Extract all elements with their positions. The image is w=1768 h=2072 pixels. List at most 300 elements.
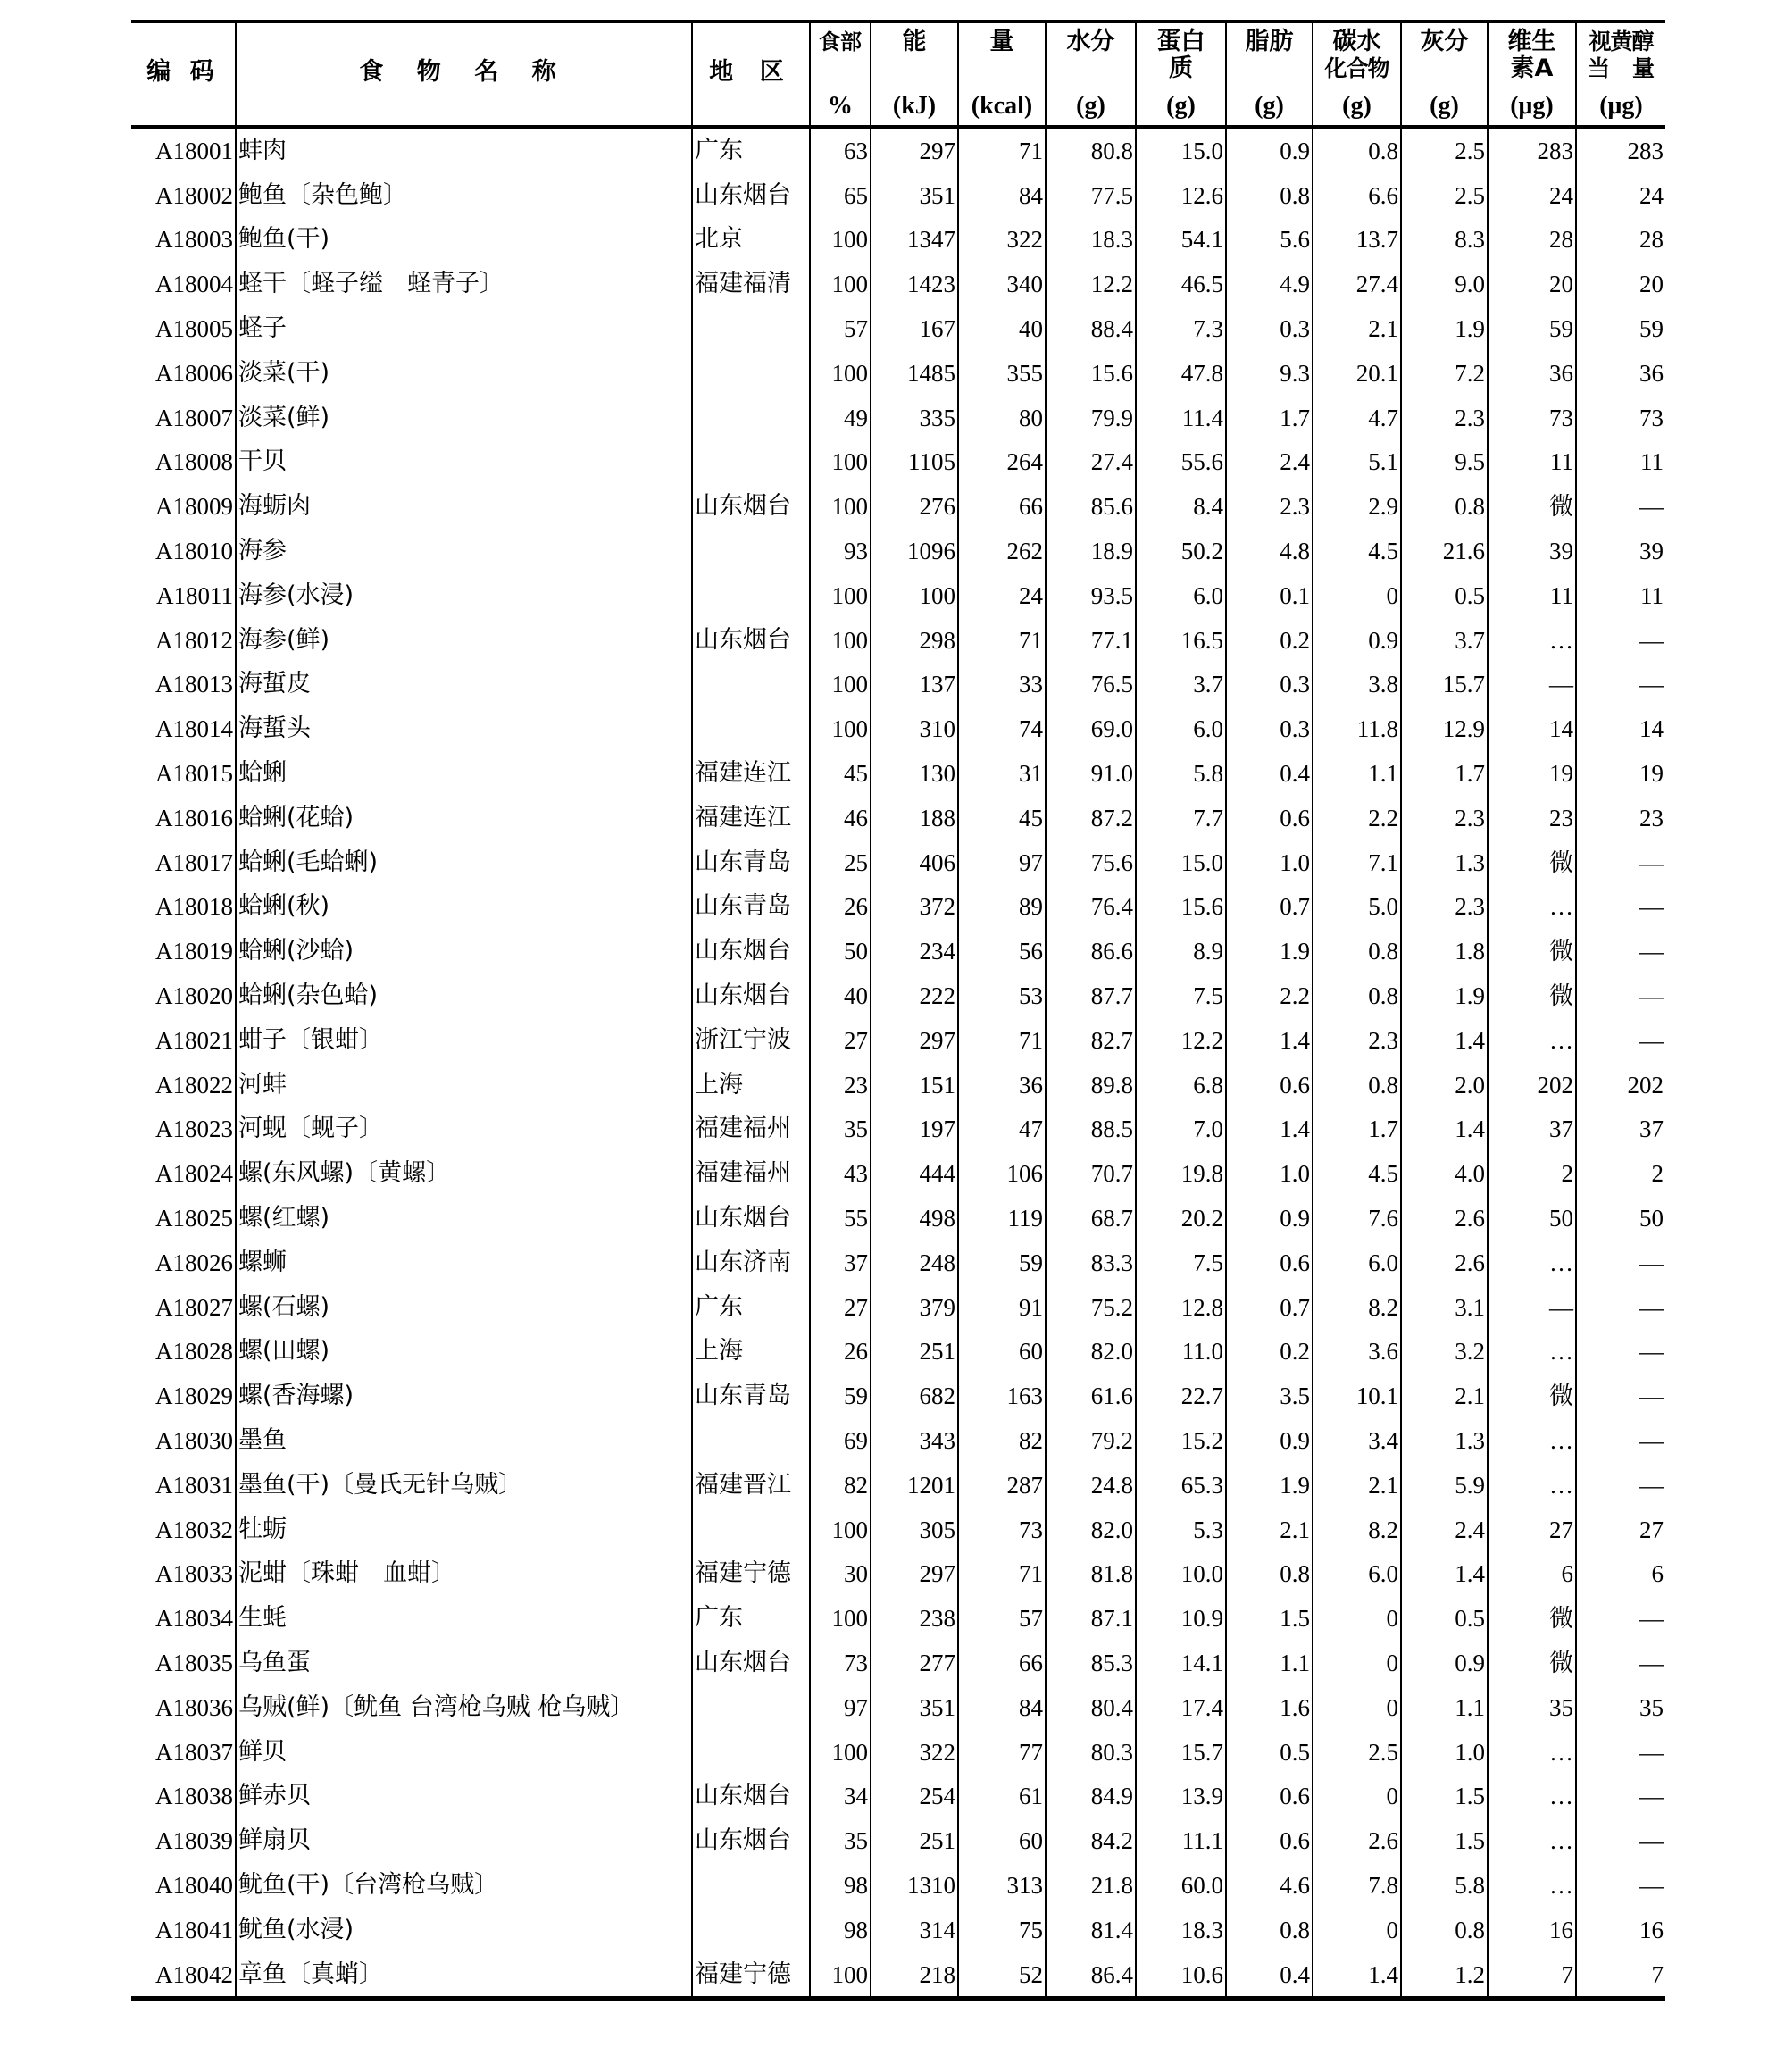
cell-code: A18002 bbox=[131, 173, 236, 218]
cell-water: 76.5 bbox=[1046, 663, 1136, 707]
cell-food-name: 蚌肉 bbox=[236, 127, 692, 173]
cell-fat: 4.6 bbox=[1226, 1863, 1313, 1908]
cell-energy-kj: 310 bbox=[871, 706, 958, 751]
cell-fat: 1.9 bbox=[1226, 929, 1313, 973]
cell-retinol-equivalent: — bbox=[1576, 618, 1665, 663]
cell-retinol-equivalent: — bbox=[1576, 1418, 1665, 1463]
cell-fat: 1.4 bbox=[1226, 1107, 1313, 1152]
cell-code: A18035 bbox=[131, 1641, 236, 1685]
cell-region: 福建连江 bbox=[692, 751, 810, 796]
cell-ash: 3.2 bbox=[1401, 1330, 1488, 1374]
cell-energy-kcal: 57 bbox=[958, 1596, 1046, 1641]
cell-fat: 0.6 bbox=[1226, 1063, 1313, 1107]
cell-edible: 46 bbox=[810, 796, 871, 840]
cell-ash: 3.7 bbox=[1401, 618, 1488, 663]
cell-water: 82.0 bbox=[1046, 1508, 1136, 1552]
cell-water: 85.6 bbox=[1046, 484, 1136, 529]
cell-food-name: 乌贼(鲜)〔鱿鱼 台湾枪乌贼 枪乌贼〕 bbox=[236, 1685, 692, 1730]
cell-fat: 0.9 bbox=[1226, 1418, 1313, 1463]
cell-vitamin-a: … bbox=[1488, 885, 1576, 930]
cell-food-name: 螺(东风螺)〔黄螺〕 bbox=[236, 1151, 692, 1196]
cell-carbohydrate: 2.6 bbox=[1313, 1818, 1401, 1863]
cell-water: 15.6 bbox=[1046, 351, 1136, 396]
cell-retinol-equivalent: — bbox=[1576, 1641, 1665, 1685]
cell-water: 86.4 bbox=[1046, 1952, 1136, 1999]
cell-retinol-equivalent: — bbox=[1576, 1774, 1665, 1818]
cell-water: 91.0 bbox=[1046, 751, 1136, 796]
cell-edible: 98 bbox=[810, 1863, 871, 1908]
cell-food-name: 鱿鱼(干)〔台湾枪乌贼〕 bbox=[236, 1863, 692, 1908]
cell-fat: 1.5 bbox=[1226, 1596, 1313, 1641]
cell-energy-kcal: 287 bbox=[958, 1463, 1046, 1508]
cell-fat: 9.3 bbox=[1226, 351, 1313, 396]
cell-code: A18036 bbox=[131, 1685, 236, 1730]
cell-edible: 82 bbox=[810, 1463, 871, 1508]
cell-carbohydrate: 0 bbox=[1313, 1685, 1401, 1730]
cell-ash: 1.3 bbox=[1401, 840, 1488, 885]
cell-protein: 8.4 bbox=[1136, 484, 1226, 529]
cell-energy-kj: 137 bbox=[871, 663, 958, 707]
cell-code: A18015 bbox=[131, 751, 236, 796]
cell-energy-kj: 1201 bbox=[871, 1463, 958, 1508]
cell-region: 山东青岛 bbox=[692, 885, 810, 930]
cell-energy-kcal: 106 bbox=[958, 1151, 1046, 1196]
cell-food-name: 牡蛎 bbox=[236, 1508, 692, 1552]
cell-energy-kcal: 97 bbox=[958, 840, 1046, 885]
cell-water: 85.3 bbox=[1046, 1641, 1136, 1685]
cell-food-name: 蛤蜊 bbox=[236, 751, 692, 796]
cell-energy-kj: 314 bbox=[871, 1908, 958, 1952]
cell-energy-kj: 234 bbox=[871, 929, 958, 973]
cell-energy-kj: 167 bbox=[871, 306, 958, 351]
cell-water: 69.0 bbox=[1046, 706, 1136, 751]
cell-vitamin-a: 73 bbox=[1488, 396, 1576, 440]
cell-region: 福建福州 bbox=[692, 1151, 810, 1196]
cell-retinol-equivalent: — bbox=[1576, 885, 1665, 930]
cell-vitamin-a: — bbox=[1488, 1285, 1576, 1330]
cell-protein: 8.9 bbox=[1136, 929, 1226, 973]
cell-fat: 2.2 bbox=[1226, 973, 1313, 1018]
cell-region: 广东 bbox=[692, 1596, 810, 1641]
cell-edible: 50 bbox=[810, 929, 871, 973]
cell-ash: 1.4 bbox=[1401, 1018, 1488, 1063]
cell-code: A18029 bbox=[131, 1374, 236, 1418]
header-protein: 蛋白 质 (g) bbox=[1136, 21, 1226, 127]
cell-edible: 59 bbox=[810, 1374, 871, 1418]
table-row bbox=[131, 1018, 1665, 1063]
table-row bbox=[131, 1596, 1665, 1641]
header-energy-kj: 能 (kJ) bbox=[871, 21, 958, 127]
table-row bbox=[131, 1418, 1665, 1463]
cell-carbohydrate: 27.4 bbox=[1313, 262, 1401, 306]
cell-vitamin-a: 11 bbox=[1488, 440, 1576, 485]
cell-protein: 60.0 bbox=[1136, 1863, 1226, 1908]
cell-energy-kj: 335 bbox=[871, 396, 958, 440]
cell-energy-kcal: 52 bbox=[958, 1952, 1046, 1999]
cell-food-name: 海参 bbox=[236, 529, 692, 573]
cell-code: A18010 bbox=[131, 529, 236, 573]
header-code: 编 码 bbox=[131, 21, 236, 127]
cell-code: A18025 bbox=[131, 1196, 236, 1241]
table-row bbox=[131, 618, 1665, 663]
cell-code: A18027 bbox=[131, 1285, 236, 1330]
cell-retinol-equivalent: — bbox=[1576, 1330, 1665, 1374]
cell-fat: 0.1 bbox=[1226, 573, 1313, 618]
cell-edible: 45 bbox=[810, 751, 871, 796]
cell-food-name: 海参(鲜) bbox=[236, 618, 692, 663]
cell-fat: 0.4 bbox=[1226, 751, 1313, 796]
cell-code: A18018 bbox=[131, 885, 236, 930]
cell-region: 山东烟台 bbox=[692, 973, 810, 1018]
cell-region: 山东烟台 bbox=[692, 1196, 810, 1241]
cell-vitamin-a: 36 bbox=[1488, 351, 1576, 396]
cell-ash: 2.5 bbox=[1401, 173, 1488, 218]
cell-carbohydrate: 13.7 bbox=[1313, 218, 1401, 263]
cell-carbohydrate: 0.8 bbox=[1313, 929, 1401, 973]
cell-vitamin-a: … bbox=[1488, 1818, 1576, 1863]
cell-vitamin-a: 27 bbox=[1488, 1508, 1576, 1552]
cell-region bbox=[692, 1508, 810, 1552]
cell-retinol-equivalent: 11 bbox=[1576, 573, 1665, 618]
cell-energy-kcal: 47 bbox=[958, 1107, 1046, 1152]
cell-vitamin-a: 微 bbox=[1488, 973, 1576, 1018]
cell-food-name: 鲜扇贝 bbox=[236, 1818, 692, 1863]
cell-energy-kcal: 355 bbox=[958, 351, 1046, 396]
cell-code: A18022 bbox=[131, 1063, 236, 1107]
cell-ash: 5.9 bbox=[1401, 1463, 1488, 1508]
cell-edible: 37 bbox=[810, 1241, 871, 1285]
cell-water: 82.7 bbox=[1046, 1018, 1136, 1063]
cell-energy-kj: 444 bbox=[871, 1151, 958, 1196]
cell-edible: 26 bbox=[810, 1330, 871, 1374]
cell-vitamin-a: — bbox=[1488, 663, 1576, 707]
table-row bbox=[131, 1463, 1665, 1508]
cell-retinol-equivalent: — bbox=[1576, 1730, 1665, 1775]
cell-fat: 0.6 bbox=[1226, 796, 1313, 840]
cell-region bbox=[692, 1863, 810, 1908]
cell-energy-kcal: 80 bbox=[958, 396, 1046, 440]
cell-fat: 0.6 bbox=[1226, 1818, 1313, 1863]
cell-ash: 0.5 bbox=[1401, 573, 1488, 618]
cell-food-name: 淡菜(鲜) bbox=[236, 396, 692, 440]
cell-ash: 1.0 bbox=[1401, 1730, 1488, 1775]
cell-code: A18040 bbox=[131, 1863, 236, 1908]
cell-energy-kcal: 82 bbox=[958, 1418, 1046, 1463]
cell-edible: 57 bbox=[810, 306, 871, 351]
cell-carbohydrate: 10.1 bbox=[1313, 1374, 1401, 1418]
cell-protein: 17.4 bbox=[1136, 1685, 1226, 1730]
cell-protein: 15.2 bbox=[1136, 1418, 1226, 1463]
cell-energy-kcal: 119 bbox=[958, 1196, 1046, 1241]
cell-region bbox=[692, 573, 810, 618]
table-row bbox=[131, 218, 1665, 263]
cell-carbohydrate: 7.1 bbox=[1313, 840, 1401, 885]
cell-energy-kj: 1347 bbox=[871, 218, 958, 263]
cell-carbohydrate: 2.3 bbox=[1313, 1018, 1401, 1063]
cell-region bbox=[692, 1730, 810, 1775]
cell-energy-kj: 218 bbox=[871, 1952, 958, 1999]
cell-vitamin-a: … bbox=[1488, 1463, 1576, 1508]
cell-ash: 2.1 bbox=[1401, 1374, 1488, 1418]
cell-fat: 0.8 bbox=[1226, 173, 1313, 218]
cell-water: 24.8 bbox=[1046, 1463, 1136, 1508]
cell-fat: 3.5 bbox=[1226, 1374, 1313, 1418]
cell-protein: 15.0 bbox=[1136, 127, 1226, 173]
header-region: 地 区 bbox=[692, 21, 810, 127]
cell-edible: 100 bbox=[810, 663, 871, 707]
cell-vitamin-a: … bbox=[1488, 1241, 1576, 1285]
cell-protein: 50.2 bbox=[1136, 529, 1226, 573]
cell-carbohydrate: 0 bbox=[1313, 1774, 1401, 1818]
cell-protein: 54.1 bbox=[1136, 218, 1226, 263]
cell-energy-kcal: 264 bbox=[958, 440, 1046, 485]
table-row bbox=[131, 796, 1665, 840]
cell-carbohydrate: 6.0 bbox=[1313, 1241, 1401, 1285]
cell-region bbox=[692, 1685, 810, 1730]
cell-ash: 15.7 bbox=[1401, 663, 1488, 707]
cell-region bbox=[692, 706, 810, 751]
cell-edible: 73 bbox=[810, 1641, 871, 1685]
cell-food-name: 蚶子〔银蚶〕 bbox=[236, 1018, 692, 1063]
cell-protein: 15.7 bbox=[1136, 1730, 1226, 1775]
cell-code: A18042 bbox=[131, 1952, 236, 1999]
header-ash: 灰分 (g) bbox=[1401, 21, 1488, 127]
cell-ash: 2.6 bbox=[1401, 1241, 1488, 1285]
cell-water: 81.8 bbox=[1046, 1552, 1136, 1597]
cell-region bbox=[692, 306, 810, 351]
cell-edible: 100 bbox=[810, 1952, 871, 1999]
cell-water: 84.9 bbox=[1046, 1774, 1136, 1818]
cell-energy-kj: 351 bbox=[871, 173, 958, 218]
cell-water: 12.2 bbox=[1046, 262, 1136, 306]
cell-carbohydrate: 0 bbox=[1313, 1641, 1401, 1685]
cell-retinol-equivalent: — bbox=[1576, 840, 1665, 885]
cell-edible: 100 bbox=[810, 618, 871, 663]
cell-carbohydrate: 3.4 bbox=[1313, 1418, 1401, 1463]
cell-vitamin-a: 28 bbox=[1488, 218, 1576, 263]
cell-protein: 46.5 bbox=[1136, 262, 1226, 306]
table-row bbox=[131, 1641, 1665, 1685]
cell-ash: 1.9 bbox=[1401, 306, 1488, 351]
cell-carbohydrate: 2.9 bbox=[1313, 484, 1401, 529]
cell-code: A18031 bbox=[131, 1463, 236, 1508]
table-row bbox=[131, 1818, 1665, 1863]
cell-ash: 2.3 bbox=[1401, 396, 1488, 440]
cell-carbohydrate: 4.5 bbox=[1313, 1151, 1401, 1196]
cell-protein: 5.8 bbox=[1136, 751, 1226, 796]
cell-carbohydrate: 11.8 bbox=[1313, 706, 1401, 751]
cell-carbohydrate: 6.6 bbox=[1313, 173, 1401, 218]
cell-edible: 69 bbox=[810, 1418, 871, 1463]
cell-region: 山东烟台 bbox=[692, 173, 810, 218]
cell-energy-kcal: 313 bbox=[958, 1863, 1046, 1908]
cell-region bbox=[692, 663, 810, 707]
table-row bbox=[131, 529, 1665, 573]
cell-water: 61.6 bbox=[1046, 1374, 1136, 1418]
cell-energy-kj: 197 bbox=[871, 1107, 958, 1152]
table-row bbox=[131, 484, 1665, 529]
cell-edible: 100 bbox=[810, 440, 871, 485]
cell-energy-kj: 498 bbox=[871, 1196, 958, 1241]
cell-fat: 0.6 bbox=[1226, 1774, 1313, 1818]
cell-protein: 55.6 bbox=[1136, 440, 1226, 485]
cell-edible: 63 bbox=[810, 127, 871, 173]
cell-retinol-equivalent: — bbox=[1576, 1374, 1665, 1418]
cell-edible: 35 bbox=[810, 1818, 871, 1863]
cell-carbohydrate: 1.4 bbox=[1313, 1952, 1401, 1999]
cell-carbohydrate: 0.8 bbox=[1313, 127, 1401, 173]
cell-edible: 100 bbox=[810, 218, 871, 263]
cell-energy-kcal: 53 bbox=[958, 973, 1046, 1018]
cell-code: A18038 bbox=[131, 1774, 236, 1818]
cell-ash: 9.0 bbox=[1401, 262, 1488, 306]
table-row bbox=[131, 262, 1665, 306]
cell-vitamin-a: 50 bbox=[1488, 1196, 1576, 1241]
cell-edible: 26 bbox=[810, 885, 871, 930]
cell-food-name: 生蚝 bbox=[236, 1596, 692, 1641]
cell-ash: 0.8 bbox=[1401, 484, 1488, 529]
cell-code: A18004 bbox=[131, 262, 236, 306]
cell-code: A18001 bbox=[131, 127, 236, 173]
table-row bbox=[131, 1508, 1665, 1552]
cell-water: 89.8 bbox=[1046, 1063, 1136, 1107]
cell-water: 87.2 bbox=[1046, 796, 1136, 840]
cell-fat: 1.4 bbox=[1226, 1018, 1313, 1063]
cell-water: 70.7 bbox=[1046, 1151, 1136, 1196]
cell-ash: 21.6 bbox=[1401, 529, 1488, 573]
cell-energy-kcal: 60 bbox=[958, 1818, 1046, 1863]
table-body bbox=[131, 127, 1665, 1999]
cell-ash: 12.9 bbox=[1401, 706, 1488, 751]
cell-fat: 2.1 bbox=[1226, 1508, 1313, 1552]
cell-region: 山东青岛 bbox=[692, 840, 810, 885]
cell-food-name: 鲜赤贝 bbox=[236, 1774, 692, 1818]
cell-energy-kcal: 56 bbox=[958, 929, 1046, 973]
cell-energy-kcal: 73 bbox=[958, 1508, 1046, 1552]
cell-energy-kj: 251 bbox=[871, 1330, 958, 1374]
cell-protein: 11.4 bbox=[1136, 396, 1226, 440]
table-row bbox=[131, 1151, 1665, 1196]
cell-food-name: 乌鱼蛋 bbox=[236, 1641, 692, 1685]
cell-edible: 34 bbox=[810, 1774, 871, 1818]
cell-code: A18014 bbox=[131, 706, 236, 751]
cell-retinol-equivalent: — bbox=[1576, 1285, 1665, 1330]
cell-vitamin-a: … bbox=[1488, 1418, 1576, 1463]
cell-protein: 20.2 bbox=[1136, 1196, 1226, 1241]
cell-ash: 1.5 bbox=[1401, 1774, 1488, 1818]
cell-edible: 100 bbox=[810, 1596, 871, 1641]
cell-water: 93.5 bbox=[1046, 573, 1136, 618]
cell-protein: 22.7 bbox=[1136, 1374, 1226, 1418]
cell-code: A18012 bbox=[131, 618, 236, 663]
cell-carbohydrate: 0 bbox=[1313, 573, 1401, 618]
cell-carbohydrate: 4.7 bbox=[1313, 396, 1401, 440]
cell-carbohydrate: 20.1 bbox=[1313, 351, 1401, 396]
cell-vitamin-a: 7 bbox=[1488, 1952, 1576, 1999]
cell-region: 广东 bbox=[692, 127, 810, 173]
cell-carbohydrate: 0 bbox=[1313, 1596, 1401, 1641]
cell-edible: 93 bbox=[810, 529, 871, 573]
cell-water: 83.3 bbox=[1046, 1241, 1136, 1285]
table-row bbox=[131, 663, 1665, 707]
table-row bbox=[131, 840, 1665, 885]
cell-food-name: 海参(水浸) bbox=[236, 573, 692, 618]
cell-energy-kcal: 59 bbox=[958, 1241, 1046, 1285]
table-row bbox=[131, 173, 1665, 218]
cell-energy-kj: 238 bbox=[871, 1596, 958, 1641]
cell-vitamin-a: 微 bbox=[1488, 484, 1576, 529]
cell-fat: 0.8 bbox=[1226, 1552, 1313, 1597]
table-row bbox=[131, 973, 1665, 1018]
cell-edible: 98 bbox=[810, 1908, 871, 1952]
cell-code: A18039 bbox=[131, 1818, 236, 1863]
cell-fat: 2.3 bbox=[1226, 484, 1313, 529]
cell-carbohydrate: 0.9 bbox=[1313, 618, 1401, 663]
cell-food-name: 海蜇皮 bbox=[236, 663, 692, 707]
cell-energy-kcal: 262 bbox=[958, 529, 1046, 573]
cell-carbohydrate: 6.0 bbox=[1313, 1552, 1401, 1597]
cell-ash: 1.1 bbox=[1401, 1685, 1488, 1730]
cell-food-name: 蛤蜊(花蛤) bbox=[236, 796, 692, 840]
cell-carbohydrate: 5.0 bbox=[1313, 885, 1401, 930]
cell-water: 79.2 bbox=[1046, 1418, 1136, 1463]
cell-vitamin-a: 202 bbox=[1488, 1063, 1576, 1107]
cell-edible: 27 bbox=[810, 1018, 871, 1063]
cell-carbohydrate: 0.8 bbox=[1313, 973, 1401, 1018]
cell-ash: 1.7 bbox=[1401, 751, 1488, 796]
table-row bbox=[131, 1552, 1665, 1597]
cell-water: 80.3 bbox=[1046, 1730, 1136, 1775]
cell-energy-kj: 379 bbox=[871, 1285, 958, 1330]
cell-retinol-equivalent: 23 bbox=[1576, 796, 1665, 840]
cell-energy-kcal: 66 bbox=[958, 1641, 1046, 1685]
cell-water: 79.9 bbox=[1046, 396, 1136, 440]
table-row bbox=[131, 306, 1665, 351]
table-row bbox=[131, 1863, 1665, 1908]
cell-energy-kj: 1310 bbox=[871, 1863, 958, 1908]
cell-vitamin-a: 35 bbox=[1488, 1685, 1576, 1730]
header-edible: 食部 % bbox=[810, 21, 871, 127]
cell-ash: 5.8 bbox=[1401, 1863, 1488, 1908]
cell-water: 80.8 bbox=[1046, 127, 1136, 173]
cell-water: 87.1 bbox=[1046, 1596, 1136, 1641]
cell-protein: 3.7 bbox=[1136, 663, 1226, 707]
cell-carbohydrate: 2.1 bbox=[1313, 306, 1401, 351]
cell-carbohydrate: 0.8 bbox=[1313, 1063, 1401, 1107]
cell-region bbox=[692, 440, 810, 485]
cell-energy-kj: 251 bbox=[871, 1818, 958, 1863]
cell-ash: 1.2 bbox=[1401, 1952, 1488, 1999]
cell-code: A18013 bbox=[131, 663, 236, 707]
cell-ash: 1.3 bbox=[1401, 1418, 1488, 1463]
table-row bbox=[131, 127, 1665, 173]
cell-energy-kj: 1485 bbox=[871, 351, 958, 396]
cell-water: 87.7 bbox=[1046, 973, 1136, 1018]
cell-food-name: 螺(香海螺) bbox=[236, 1374, 692, 1418]
cell-region: 山东烟台 bbox=[692, 618, 810, 663]
cell-retinol-equivalent: — bbox=[1576, 663, 1665, 707]
cell-ash: 7.2 bbox=[1401, 351, 1488, 396]
cell-fat: 0.8 bbox=[1226, 1908, 1313, 1952]
cell-region: 山东烟台 bbox=[692, 1818, 810, 1863]
cell-ash: 0.5 bbox=[1401, 1596, 1488, 1641]
cell-fat: 4.9 bbox=[1226, 262, 1313, 306]
cell-retinol-equivalent: — bbox=[1576, 1818, 1665, 1863]
cell-fat: 0.7 bbox=[1226, 885, 1313, 930]
cell-energy-kcal: 40 bbox=[958, 306, 1046, 351]
cell-food-name: 螺(红螺) bbox=[236, 1196, 692, 1241]
cell-edible: 100 bbox=[810, 573, 871, 618]
